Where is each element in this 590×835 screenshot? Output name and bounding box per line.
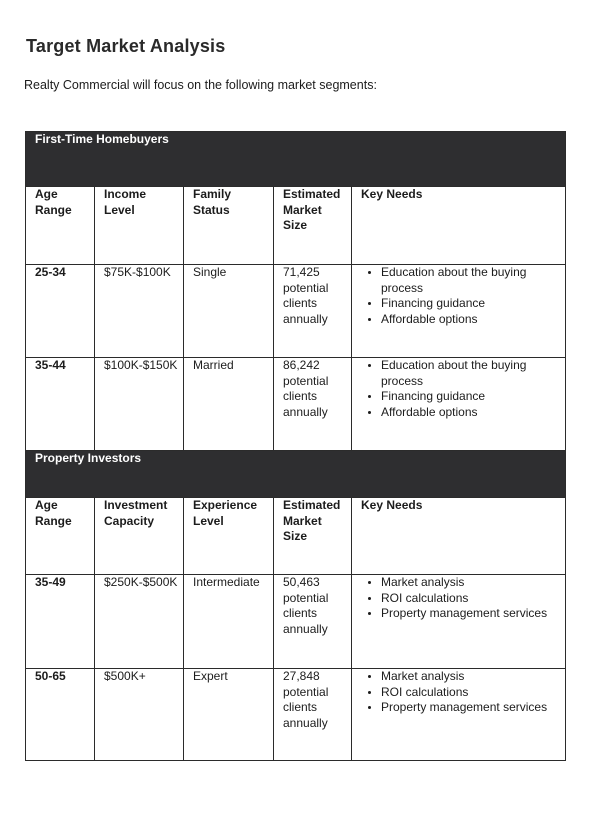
column-header: Estimated Market Size [274, 187, 352, 265]
income-cell: $75K-$100K [95, 265, 184, 358]
column-header: Age Range [26, 187, 95, 265]
column-header: Key Needs [352, 187, 566, 265]
list-item: • Education about the buying process [381, 358, 556, 389]
table-row [26, 358, 566, 451]
list-item: • Financing guidance [381, 296, 556, 312]
list-item: • Property management services [381, 606, 556, 622]
key-needs-list [361, 358, 556, 420]
segment-header-row [26, 451, 566, 498]
list-item: • Affordable options [381, 312, 556, 328]
key-needs-list [361, 669, 556, 716]
market-size-cell: 50,463 potential clients annually [274, 575, 352, 669]
status-cell: Married [184, 358, 274, 451]
list-item: • Education about the buying process [381, 265, 556, 296]
key-needs-cell [352, 575, 566, 669]
market-segments-table [25, 131, 566, 761]
segment-title: First-Time Homebuyers [26, 132, 566, 187]
key-needs-cell [352, 265, 566, 358]
column-header: Family Status [184, 187, 274, 265]
age-range-cell: 35-44 [26, 358, 95, 451]
status-cell: Single [184, 265, 274, 358]
column-header: Experience Level [184, 498, 274, 575]
market-size-cell: 71,425 potential clients annually [274, 265, 352, 358]
age-range-cell: 50-65 [26, 669, 95, 761]
key-needs-cell [352, 358, 566, 451]
capacity-cell: $500K+ [95, 669, 184, 761]
experience-cell: Expert [184, 669, 274, 761]
table-row [26, 575, 566, 669]
column-header-row [26, 498, 566, 575]
list-item: • Property management services [381, 700, 556, 716]
intro-text: Realty Commercial will focus on the following market segments: [24, 78, 377, 92]
list-item: • Affordable options [381, 405, 556, 421]
table-row [26, 265, 566, 358]
income-cell: $100K-$150K [95, 358, 184, 451]
column-header: Income Level [95, 187, 184, 265]
segment-header-row [26, 132, 566, 187]
column-header: Investment Capacity [95, 498, 184, 575]
age-range-cell: 25-34 [26, 265, 95, 358]
market-size-cell: 86,242 potential clients annually [274, 358, 352, 451]
key-needs-list [361, 575, 556, 622]
column-header: Age Range [26, 498, 95, 575]
key-needs-cell [352, 669, 566, 761]
capacity-cell: $250K-$500K [95, 575, 184, 669]
column-header-row [26, 187, 566, 265]
list-item: • Market analysis [381, 669, 556, 685]
table-row [26, 669, 566, 761]
column-header: Key Needs [352, 498, 566, 575]
list-item: • ROI calculations [381, 591, 556, 607]
experience-cell: Intermediate [184, 575, 274, 669]
list-item: • ROI calculations [381, 685, 556, 701]
age-range-cell: 35-49 [26, 575, 95, 669]
market-size-cell: 27,848 potential clients annually [274, 669, 352, 761]
column-header: Estimated Market Size [274, 498, 352, 575]
page-title: Target Market Analysis [26, 36, 226, 56]
list-item: • Financing guidance [381, 389, 556, 405]
list-item: • Market analysis [381, 575, 556, 591]
key-needs-list [361, 265, 556, 327]
segment-title: Property Investors [26, 451, 566, 498]
